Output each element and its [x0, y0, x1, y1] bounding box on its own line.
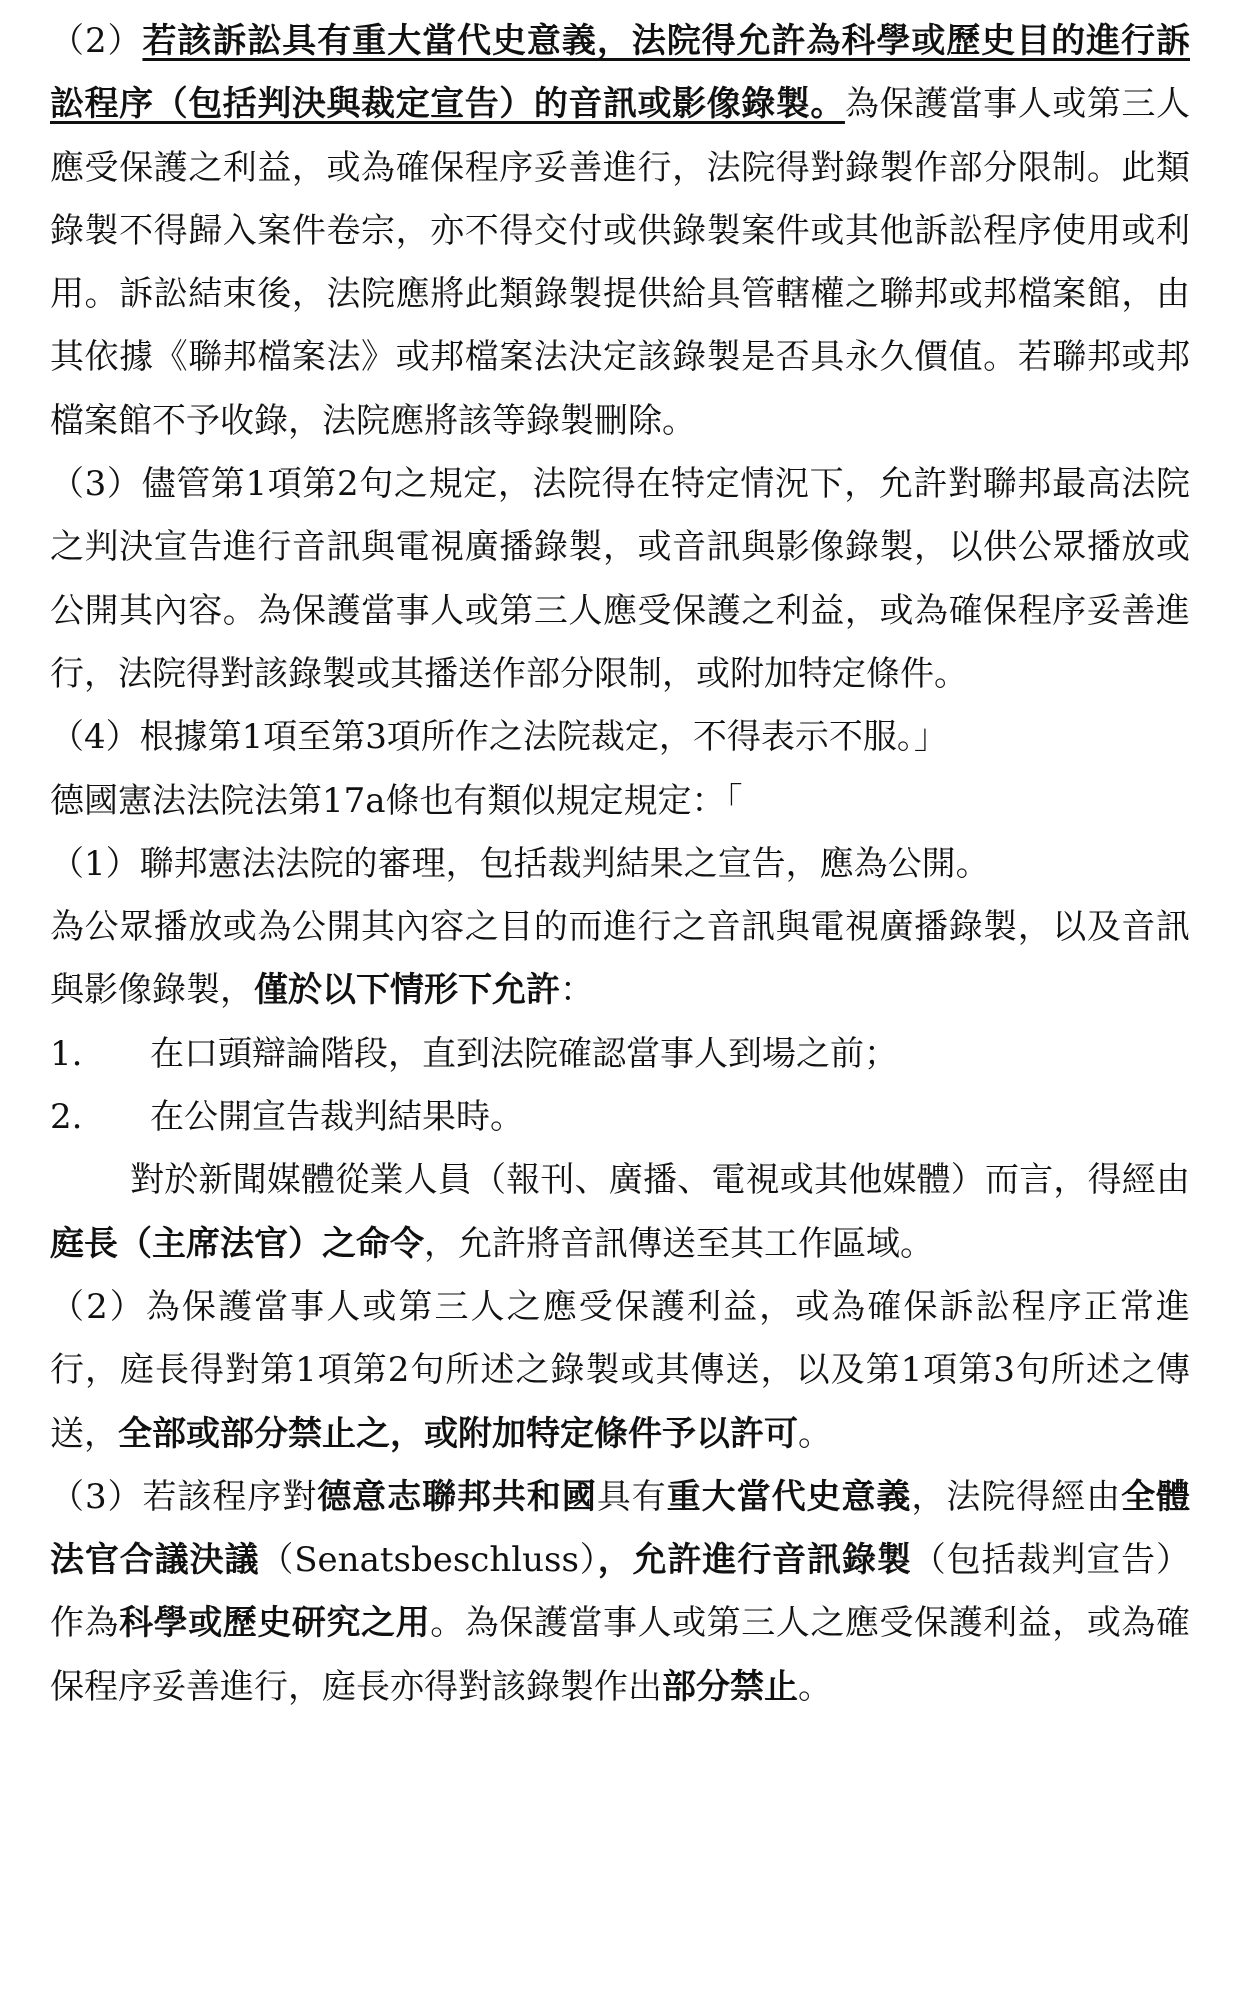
bold-partial-prohibition: 部分禁止 [662, 1666, 798, 1707]
paragraph-recording-conditions [50, 896, 1190, 1023]
historic-text-c: 具有 [596, 1476, 667, 1517]
list-number: 1. [50, 1033, 83, 1074]
list-number: 2. [50, 1097, 83, 1138]
list-text: 在口頭辯論階段，直到法院確認當事人到場之前； [150, 1033, 898, 1074]
conditions-text: 為公眾播放或為公開其內容之目的而進行之音訊與電視廣播錄製，以及音訊與影像錄製， [50, 907, 1190, 1011]
bold-federal-republic: 德意志聯邦共和國 [317, 1476, 597, 1517]
list-item-1 [50, 1023, 1190, 1086]
bold-historic-significance: 重大當代史意義 [666, 1476, 912, 1517]
bold-presiding-order: 庭長（主席法官）之命令 [50, 1223, 424, 1264]
paragraph-clause-2-recording [50, 10, 1190, 453]
prohibition-text-b: 。 [798, 1413, 832, 1454]
bold-research-use: 科學或歷史研究之用 [119, 1603, 431, 1644]
historic-text-a: （3）若該程序對 [50, 1476, 318, 1517]
historic-text-g: 。為保護當事人或第三人之應受保護利益，或為確保程序妥善進行，庭長亦得對該錄製作出 [50, 1603, 1190, 1707]
bold-senate-resolution: 全體法官合議決議 [50, 1476, 1191, 1581]
historic-text-f: （包括裁判宣告）作為 [50, 1540, 1191, 1644]
bold-prohibition: 全部或部分禁止之，或附加特定條件予以許可 [118, 1413, 798, 1454]
historic-text-h: 。 [798, 1666, 832, 1707]
historic-text-d: ，法院得經由 [911, 1476, 1122, 1517]
bold-audio-permission: ，允許進行音訊錄製 [597, 1540, 912, 1581]
paragraph-clause-3-broadcast: （3）儘管第1項第2句之規定，法院得在特定情況下，允許對聯邦最高法院之判決宣告進行音訊與電視廣播錄製，或音訊與影像錄製，以供公眾播放或公開其內容。為保護當事人或第三人應受保護之利益，或為確保程序妥善進行，法院得對該錄製或其播送作部分限制，或附加特定條件。 [50, 464, 1190, 694]
list-item-2 [50, 1086, 1190, 1149]
list-text: 在公開宣告裁判結果時。 [150, 1097, 524, 1138]
paragraph-clause-2-prohibition [50, 1276, 1190, 1466]
document-body [50, 10, 1190, 1719]
media-text-a: 對於新聞媒體從業人員（報刊、廣播、電視或其他媒體）而言，得經由 [130, 1160, 1190, 1201]
prohibition-text-a: （2）為保護當事人或第三人之應受保護利益，或為確保訴訟程序正常進行，庭長得對第1項第2句所述之錄製或其傳送，以及第1項第3句所述之傳送， [50, 1286, 1190, 1454]
paragraph-media-audio [50, 1149, 1190, 1276]
clause-lead: （2） [50, 21, 143, 61]
conditions-colon: ： [560, 970, 594, 1011]
media-text-b: ，允許將音訊傳送至其工作區域。 [424, 1223, 934, 1264]
historic-text-e: （Senatsbeschluss） [259, 1540, 598, 1581]
paragraph-clause-4-no-appeal: （4）根據第1項至第3項所作之法院裁定，不得表示不服。」 [50, 717, 948, 758]
bold-underlined-passage: 若該訴訟具有重大當代史意義，法院得允許為科學或歷史目的進行訴訟程序（包括判決與裁定宣告）的音訊或影像錄製。 [50, 21, 1190, 125]
clause-text: 為保護當事人或第三人應受保護之利益，或為確保程序妥善進行，法院得對錄製作部分限制。此類錄製不得歸入案件卷宗，亦不得交付或供錄製案件或其他訴訟程序使用或利用。訴訟結束後，法院應將此類錄製提供給具管轄權之聯邦或邦檔案館，由其依據《聯邦檔案法》或邦檔案法決定該錄製是否具永久價值。若聯邦或邦檔案館不予收錄，法院應將該等錄製刪除。 [50, 84, 1190, 441]
bold-conditions: 僅於以下情形下允許 [254, 970, 560, 1011]
paragraph-constitutional-court-intro: 德國憲法法院法第17a條也有類似規定規定：「 [50, 780, 743, 821]
paragraph-clause-3-historic [50, 1466, 1190, 1719]
paragraph-clause-1-public-hearing: （1）聯邦憲法法院的審理，包括裁判結果之宣告，應為公開。 [50, 843, 990, 884]
